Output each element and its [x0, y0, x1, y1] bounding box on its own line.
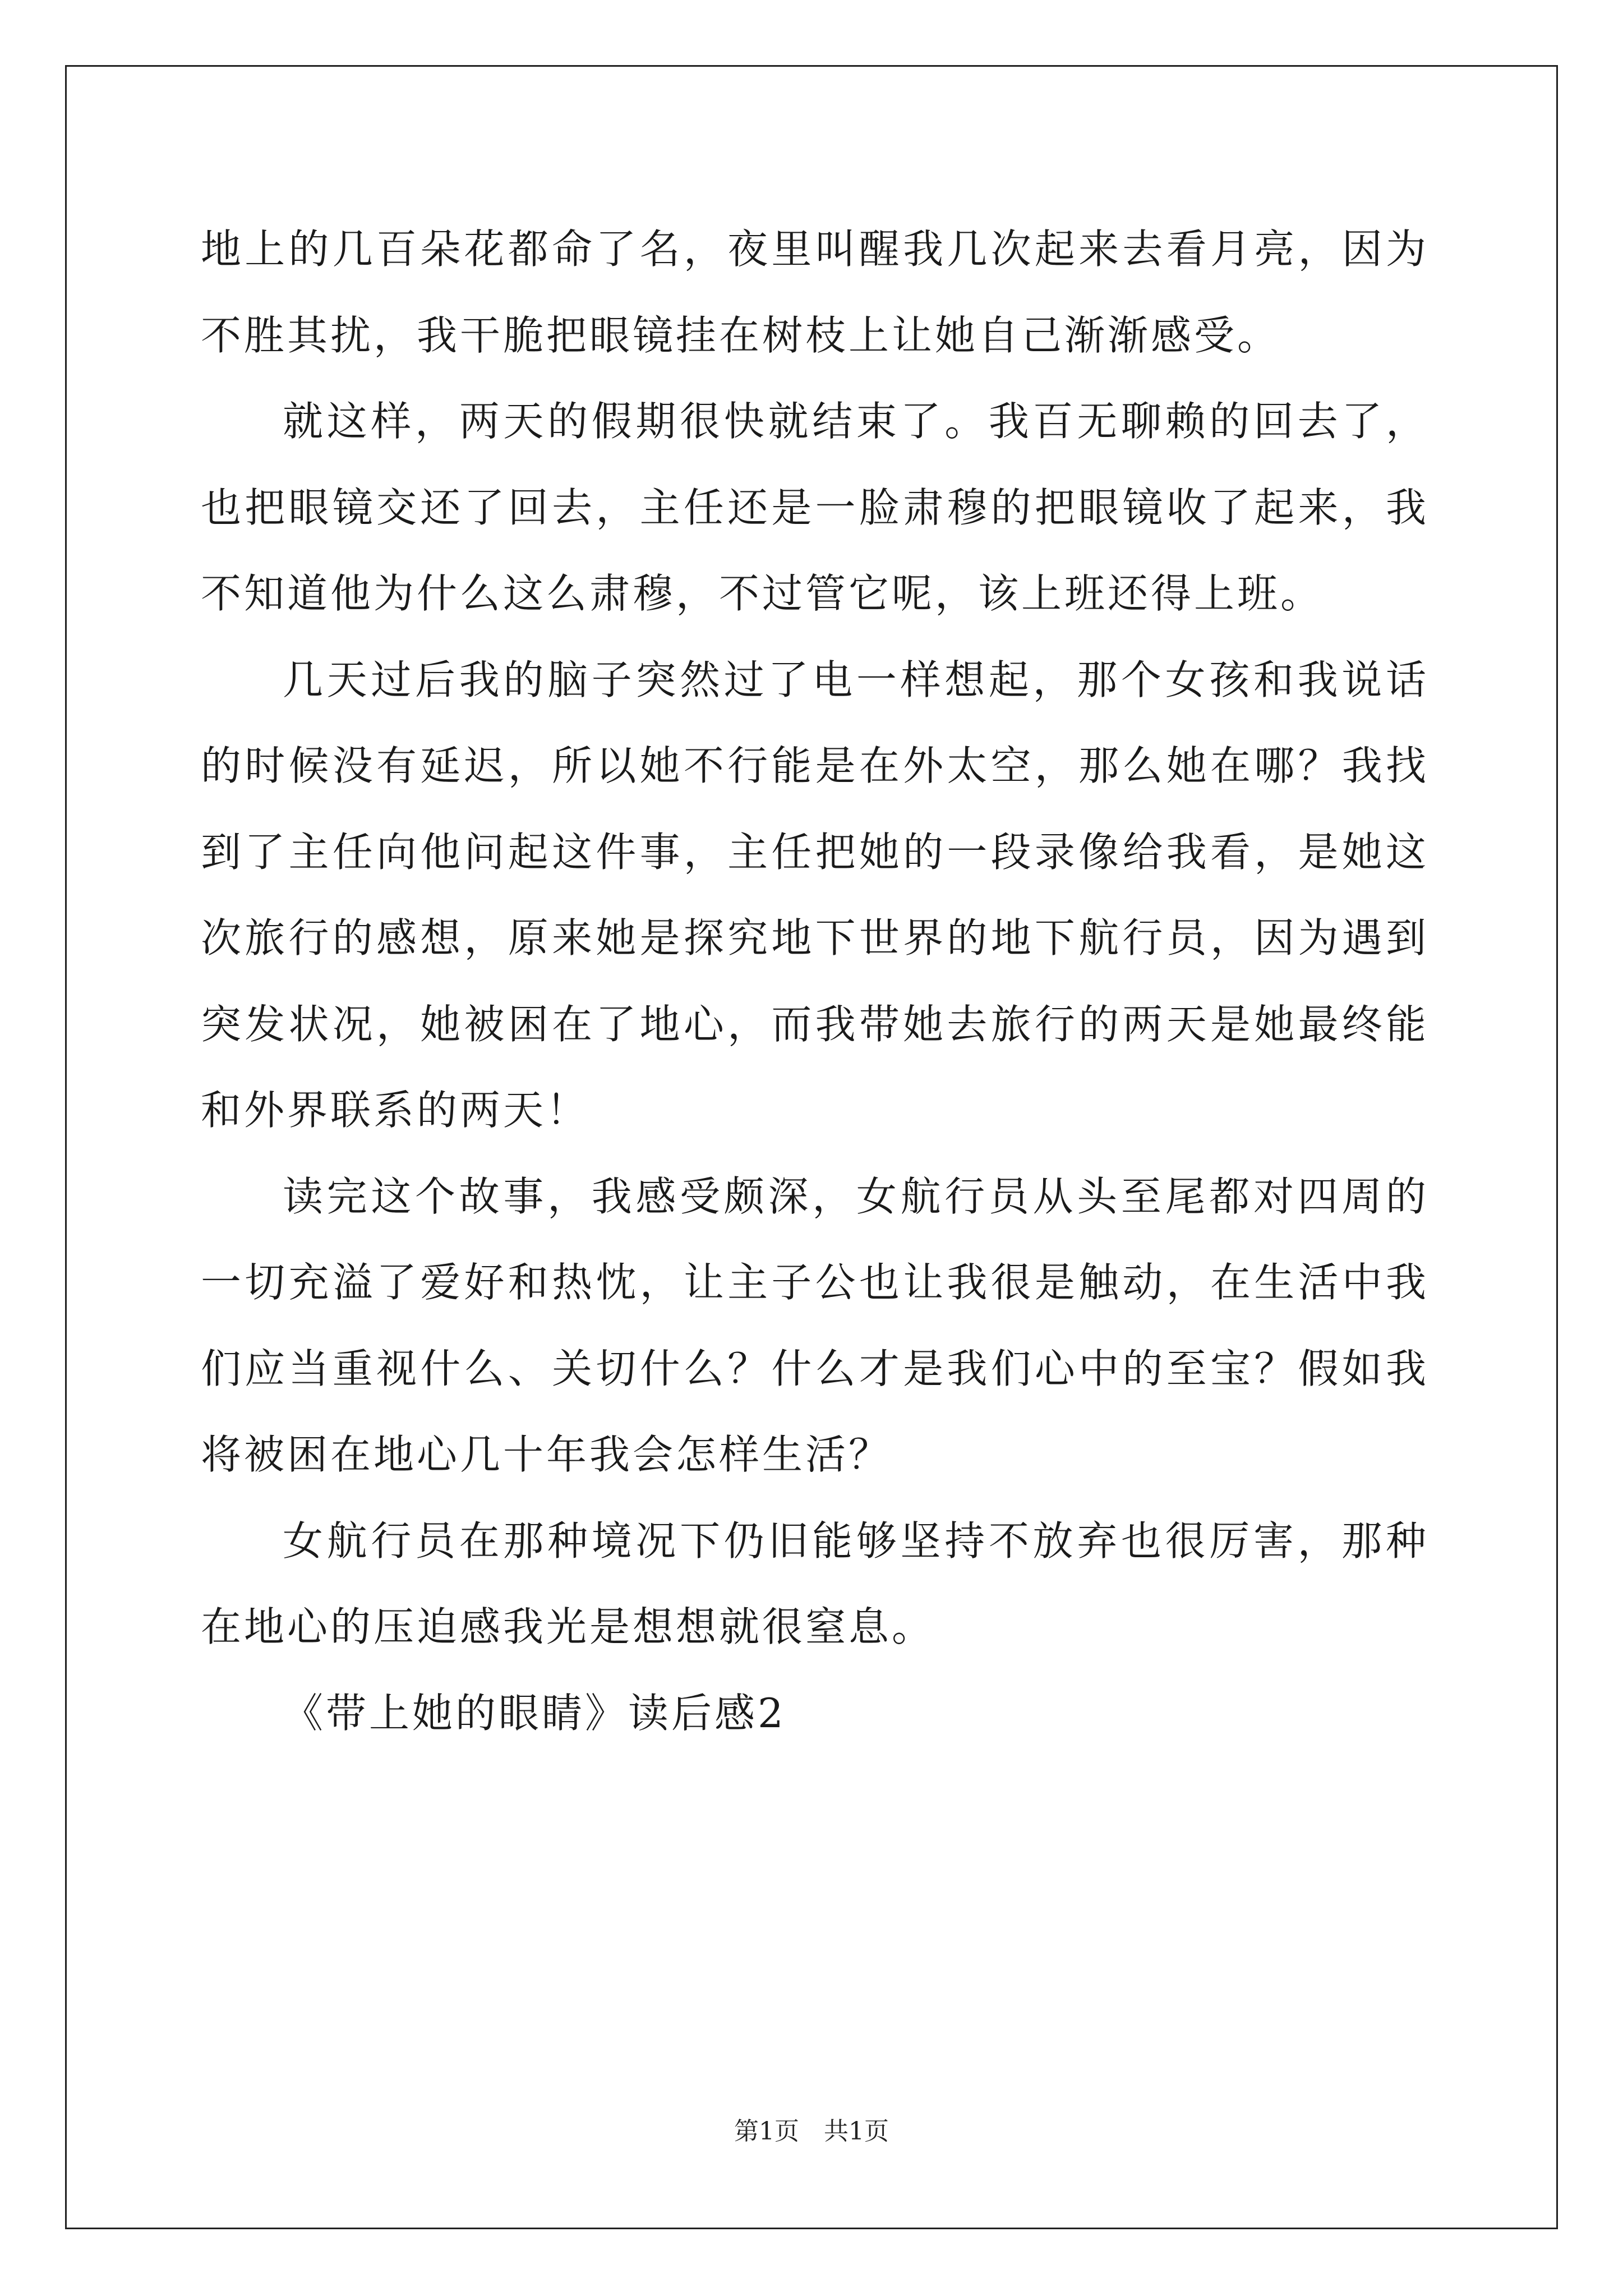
paragraph-3: 几天过后我的脑子突然过了电一样想起，那个女孩和我说话的时候没有延迟，所以她不行能是在外太空，那么她在哪？我找到了主任向他问起这件事，主任把她的一段录像给我看，是她这次旅行的感想，原来她是探究地下世界的地下航行员，因为遇到突发状况，她被困在了地心，而我带她去旅行的两天是她最终能和外界联系的两天！ — [201, 656, 1429, 1134]
paragraph-5: 女航行员在那种境况下仍旧能够坚持不放弃也很厉害，那种在地心的压迫感我光是想想就很窒息。 — [201, 1517, 1429, 1650]
page-footer: 第1页 共1页 — [734, 2117, 889, 2146]
paragraph-1: 地上的几百朵花都命了名，夜里叫醒我几次起来去看月亮，因为不胜其扰，我干脆把眼镜挂在树枝上让她自己渐渐感受。 — [201, 226, 1429, 359]
section-heading: 《带上她的眼睛》读后感2 — [283, 1689, 786, 1737]
paragraph-2: 就这样，两天的假期很快就结束了。我百无聊赖的回去了，也把眼镜交还了回去，主任还是一脸肃穆的把眼镜收了起来，我不知道他为什么这么肃穆，不过管它呢，该上班还得上班。 — [201, 398, 1429, 617]
document-body — [201, 206, 1429, 1756]
paragraph-4: 读完这个故事，我感受颇深，女航行员从头至尾都对四周的一切充溢了爱好和热忱，让主子公也让我很是触动，在生活中我们应当重视什么、关切什么？什么才是我们心中的至宝？假如我将被困在地心几十年我会怎样生活？ — [201, 1172, 1429, 1478]
